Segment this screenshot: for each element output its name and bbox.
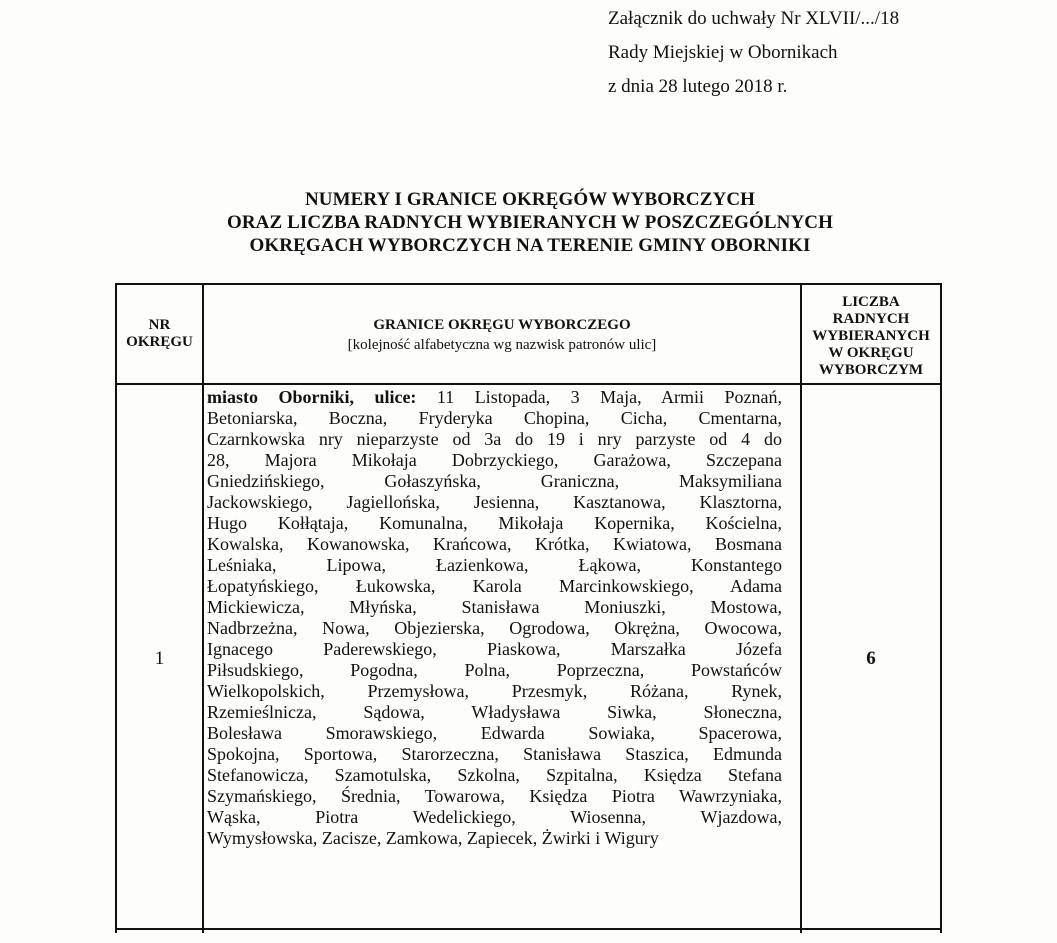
- header-liczba-line-3: WYBIERANYCH: [812, 327, 930, 344]
- document-title: [120, 188, 940, 257]
- granice-lead: miasto Oborniki, ulice:: [207, 387, 417, 407]
- granice-line: Szymańskiego, Średnia, Towarowa, Księdza Piotra Wawrzyniaka,: [207, 786, 782, 806]
- annex-line-1: Załącznik do uchwały Nr XLVII/.../18: [608, 8, 900, 29]
- granice-line: Wymysłowska, Zacisze, Zamkowa, Zapiecek, Żwirki i Wigury: [207, 828, 659, 848]
- granice-line: Gniedzińskiego, Gołaszyńska, Graniczna, Maksymiliana: [207, 471, 782, 491]
- granice-line: Leśniaka, Lipowa, Łazienkowa, Łąkowa, Konstantego: [207, 555, 782, 575]
- granice-line: 28, Majora Mikołaja Dobrzyckiego, Garażowa, Szczepana: [207, 450, 782, 470]
- granice-line: 11 Listopada, 3 Maja, Armii Poznań,: [416, 387, 782, 407]
- granice-line: Hugo Kołłątaja, Komunalna, Mikołaja Kopernika, Kościelna,: [207, 513, 782, 533]
- granice-line: Wąska, Piotra Wedelickiego, Wiosenna, Wjazdowa,: [207, 807, 782, 827]
- header-nr-line-2: OKRĘGU: [126, 334, 193, 350]
- title-line-2: ORAZ LICZBA RADNYCH WYBIERANYCH W POSZCZEGÓLNYCH: [226, 212, 834, 233]
- annex-line-3: z dnia 28 lutego 2018 r.: [608, 76, 788, 97]
- granice-line: Łopatyńskiego, Łukowska, Karola Marcinkowskiego, Adama: [207, 576, 782, 596]
- row-1-nr: [117, 385, 202, 933]
- header-liczba-line-4: W OKRĘGU: [828, 344, 914, 361]
- annex-header: [608, 2, 899, 104]
- granice-line: Piłsudskiego, Pogodna, Polna, Poprzeczna, Powstańców: [207, 660, 782, 680]
- header-liczba-line-2: RADNYCH: [832, 310, 910, 327]
- header-liczba-line-1: LICZBA: [842, 293, 900, 310]
- header-granice-main: GRANICE OKRĘGU WYBORCZEGO: [373, 316, 631, 333]
- granice-line: Jackowskiego, Jagiellońska, Jesienna, Kasztanowa, Klasztorna,: [207, 492, 782, 512]
- granice-line: Betoniarska, Boczna, Fryderyka Chopina, Cicha, Cmentarna,: [207, 408, 782, 428]
- table-border-right: [940, 283, 942, 933]
- title-line-1: NUMERY I GRANICE OKRĘGÓW WYBORCZYCH: [304, 189, 756, 210]
- header-granice-sub: [kolejność alfabetyczna wg nazwisk patronów ulic]: [347, 336, 657, 353]
- granice-line: Stefanowicza, Szamotulska, Szkolna, Szpitalna, Księdza Stefana: [207, 765, 782, 785]
- header-liczba-line-5: WYBORCZYM: [818, 361, 924, 378]
- granice-line: Nadbrzeżna, Nowa, Objezierska, Ogrodowa, Okrężna, Owocowa,: [207, 618, 782, 638]
- granice-line: Bolesława Smorawskiego, Edwarda Sowiaka, Spacerowa,: [207, 723, 782, 743]
- granice-line: Spokojna, Sportowa, Starorzeczna, Stanisława Staszica, Edmunda: [207, 744, 782, 764]
- header-nr-okregu: [117, 285, 202, 383]
- granice-line: Kowalska, Kowanowska, Krańcowa, Krótka, Kwiatowa, Bosmana: [207, 534, 782, 554]
- granice-line: Mickiewicza, Młyńska, Stanisława Moniuszki, Mostowa,: [207, 597, 782, 617]
- granice-line: Wielkopolskich, Przemysłowa, Przesmyk, Różana, Rynek,: [207, 681, 782, 701]
- granice-line: Ignacego Paderewskiego, Piaskowa, Marszałka Józefa: [207, 639, 782, 659]
- title-line-3: OKRĘGACH WYBORCZYCH NA TERENIE GMINY OBORNIKI: [249, 235, 811, 256]
- councillor-count: 6: [866, 648, 876, 669]
- row-1-liczba: [802, 385, 940, 933]
- header-liczba-radnych: [802, 289, 940, 383]
- granice-line: Rzemieślnicza, Sądowa, Władysława Siwka, Słoneczna,: [207, 702, 782, 722]
- district-number: 1: [154, 648, 165, 669]
- granice-line: Czarnkowska nry nieparzyste od 3a do 19 i nry parzyste od 4 do: [207, 429, 782, 449]
- header-nr-line-1: NR: [148, 317, 171, 333]
- districts-table: [115, 283, 942, 943]
- row-1-granice: [207, 387, 782, 849]
- annex-line-2: Rady Miejskiej w Obornikach: [608, 42, 838, 63]
- header-granice: [204, 285, 800, 383]
- table-row-divider: [115, 928, 942, 930]
